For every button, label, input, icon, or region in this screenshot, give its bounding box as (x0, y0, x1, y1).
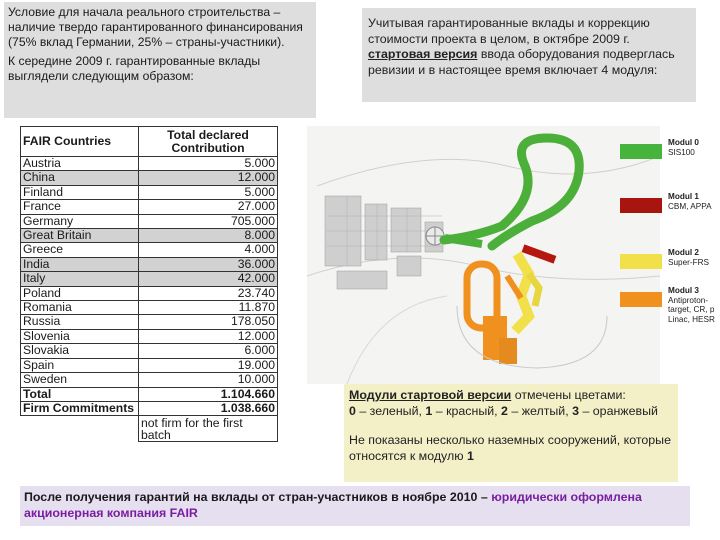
country-cell: Romania (21, 301, 139, 315)
legend-title-1: Modul 1 (668, 192, 699, 201)
contribution-cell: 8.000 (139, 229, 278, 243)
country-cell: Italy (21, 272, 139, 286)
modules-text-box (344, 384, 678, 482)
company-formed-highlight: юридически оформлена акционерная компания FAIR (24, 490, 642, 520)
country-cell: Slovenia (21, 329, 139, 343)
firm-commitments-row (21, 401, 278, 415)
legend-title-0: Modul 0 (668, 138, 699, 147)
table-row (21, 200, 278, 214)
company-formed-text: После получения гарантий на вклады от стран-участников в ноябре 2010 – (24, 490, 492, 504)
module-num-2: 2 (501, 403, 508, 418)
country-cell: China (21, 171, 139, 185)
legend-desc-0: SIS100 (668, 147, 695, 157)
intro-paragraph-2: К середине 2009 г. гарантированные вклады выглядели следующим образом: (8, 54, 261, 83)
country-cell: Great Britain (21, 229, 139, 243)
module-num-1: 1 (425, 403, 433, 418)
contribution-cell: 12.000 (139, 329, 278, 343)
header-contribution: Total declared Contribution (139, 127, 278, 157)
modules-text-1: отмечены цветами: (511, 388, 626, 402)
table-row (21, 171, 278, 185)
module-color-1: – красный, (432, 403, 502, 418)
note-row (21, 416, 278, 442)
contribution-cell: 12.000 (139, 171, 278, 185)
contribution-cell: 27.000 (139, 200, 278, 214)
total-value: 1.104.660 (139, 387, 278, 401)
country-cell: Finland (21, 185, 139, 199)
total-label: Total (21, 387, 139, 401)
intro-text-box (4, 2, 316, 118)
legend-swatch-1 (620, 198, 662, 213)
contribution-cell: 705.000 (139, 214, 278, 228)
country-cell: Poland (21, 286, 139, 300)
table-row (21, 358, 278, 372)
module-color-0: – зеленый, (355, 403, 426, 418)
module-num-0: 0 (349, 403, 356, 418)
revision-text-box (362, 8, 696, 102)
table-row (21, 214, 278, 228)
country-cell: Austria (21, 157, 139, 171)
table-row (21, 157, 278, 171)
firm-value: 1.038.660 (139, 401, 278, 415)
table-row (21, 272, 278, 286)
module-color-3: – оранжевый (579, 403, 658, 418)
contribution-cell: 10.000 (139, 373, 278, 387)
legend-swatch-0 (620, 144, 662, 159)
legend-desc-1: CBM, APPA (668, 201, 712, 211)
modules-paragraph-1 (349, 388, 673, 419)
table-row (21, 286, 278, 300)
header-countries: FAIR Countries (21, 127, 139, 157)
start-version-link: стартовая версия (368, 47, 478, 61)
contribution-cell: 19.000 (139, 358, 278, 372)
country-cell: Sweden (21, 373, 139, 387)
country-cell: Germany (21, 214, 139, 228)
modules-note: Не показаны несколько наземных сооружений, которые относятся к модулю (349, 433, 671, 463)
table-row (21, 185, 278, 199)
contribution-cell: 5.000 (139, 157, 278, 171)
modules-note-num: 1 (466, 448, 474, 463)
table-row (21, 229, 278, 243)
contributions-table (20, 126, 278, 442)
contribution-cell: 23.740 (139, 286, 278, 300)
table-row (21, 257, 278, 271)
country-cell: France (21, 200, 139, 214)
revision-text-start: Учитывая гарантированные вклады и коррекцию стоимости проекта в целом, в октябре 2009 г. (368, 16, 650, 46)
legend-title-3: Modul 3 (668, 286, 699, 295)
firm-label: Firm Commitments (21, 401, 139, 415)
table-row (21, 243, 278, 257)
contributions-table-container (20, 126, 278, 442)
site-map-drawing (307, 126, 660, 384)
contribution-cell: 5.000 (139, 185, 278, 199)
table-row (21, 301, 278, 315)
contribution-cell: 36.000 (139, 257, 278, 271)
country-cell: Greece (21, 243, 139, 257)
module-num-3: 3 (572, 403, 580, 418)
legend-desc-3: Antiproton-target, CR, p Linac, HESR (668, 295, 715, 324)
modules-paragraph-2 (349, 433, 673, 464)
country-cell: India (21, 257, 139, 271)
table-row (21, 329, 278, 343)
contribution-cell: 42.000 (139, 272, 278, 286)
contribution-cell: 6.000 (139, 344, 278, 358)
contribution-cell: 4.000 (139, 243, 278, 257)
contribution-cell: 178.050 (139, 315, 278, 329)
revision-text-end: ввода оборудования подверглась ревизии и в настоящее время включает 4 модуля: (368, 47, 675, 77)
legend-swatch-3 (620, 292, 662, 307)
table-row (21, 315, 278, 329)
intro-paragraph-1: Условие для начала реального строительства – наличие твердо гарантированного финансирования (75% вклад Германии, 25% – страны-участники). (8, 5, 303, 49)
table-row (21, 373, 278, 387)
modules-link: Модули стартовой версии (349, 388, 512, 402)
note-not-firm: not firm for the first batch (139, 416, 278, 442)
fair-site-map (307, 126, 660, 384)
contribution-cell: 11.870 (139, 301, 278, 315)
table-row (21, 344, 278, 358)
module-color-2: – желтый, (507, 403, 573, 418)
company-formed-box (20, 486, 690, 526)
legend-title-2: Modul 2 (668, 248, 699, 257)
country-cell: Slovakia (21, 344, 139, 358)
total-row (21, 387, 278, 401)
country-cell: Russia (21, 315, 139, 329)
country-cell: Spain (21, 358, 139, 372)
legend-swatch-2 (620, 254, 662, 269)
legend-desc-2: Super-FRS (668, 257, 709, 267)
